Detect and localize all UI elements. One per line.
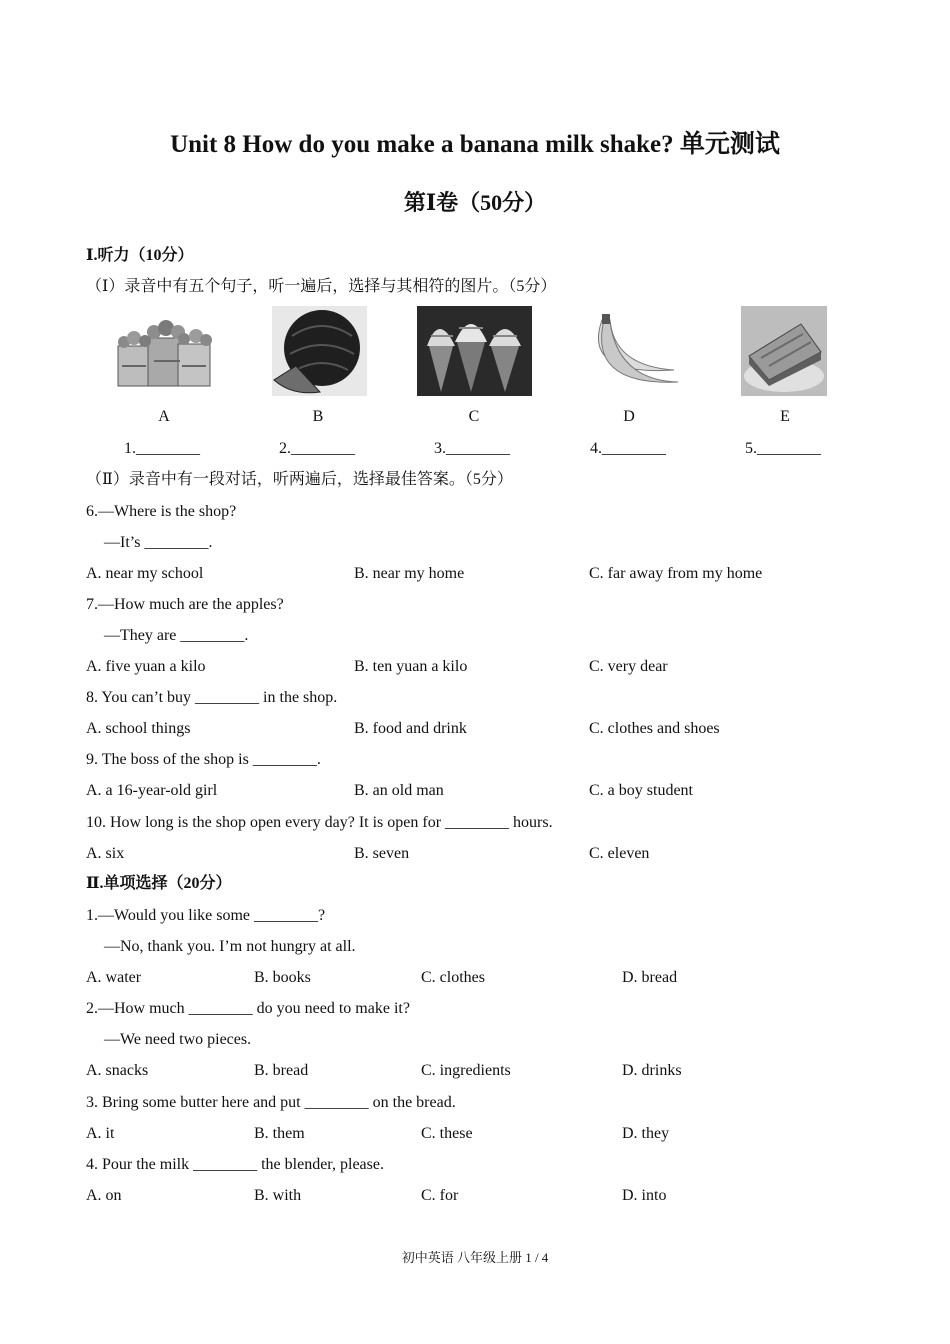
q7-option-b[interactable]: B. ten yuan a kilo [354, 658, 468, 675]
question-9: 9. The boss of the shop is ________. [86, 751, 321, 768]
question-6: 6.—Where is the shop? [86, 503, 237, 520]
mc3-option-d[interactable]: D. they [622, 1125, 670, 1142]
mc-question-2-response: —We need two pieces. [104, 1031, 252, 1048]
picture-label-c: C [468, 408, 480, 425]
q10-option-a[interactable]: A. six [86, 845, 125, 862]
mc3-option-b[interactable]: B. them [254, 1125, 305, 1142]
question-7-response: —They are ________. [104, 627, 249, 644]
mc-question-4: 4. Pour the milk ________ the blender, please. [86, 1156, 384, 1173]
mc2-option-a[interactable]: A. snacks [86, 1062, 149, 1079]
q7-option-a[interactable]: A. five yuan a kilo [86, 658, 206, 675]
answer-blank-4[interactable]: 4.________ [590, 440, 666, 457]
answer-blank-3[interactable]: 3.________ [434, 440, 510, 457]
q9-option-c[interactable]: C. a boy student [589, 782, 693, 799]
mc4-option-d[interactable]: D. into [622, 1187, 667, 1204]
q8-option-c[interactable]: C. clothes and shoes [589, 720, 720, 737]
mc1-option-d[interactable]: D. bread [622, 969, 678, 986]
page-title: Unit 8 How do you make a banana milk shake? 单元测试 [170, 131, 780, 158]
picture-label-a: A [158, 408, 170, 425]
answer-blank-2[interactable]: 2.________ [279, 440, 355, 457]
picture-label-b: B [312, 408, 324, 425]
picture-banana [574, 306, 684, 396]
q6-option-b[interactable]: B. near my home [354, 565, 465, 582]
mc1-option-b[interactable]: B. books [254, 969, 311, 986]
mc4-option-a[interactable]: A. on [86, 1187, 122, 1204]
picture-popcorn [112, 306, 216, 396]
mc4-option-b[interactable]: B. with [254, 1187, 302, 1204]
answer-blank-5[interactable]: 5.________ [745, 440, 821, 457]
question-10: 10. How long is the shop open every day? It is open for ________ hours. [86, 814, 553, 831]
question-8: 8. You can’t buy ________ in the shop. [86, 689, 338, 706]
mc4-option-c[interactable]: C. for [421, 1187, 459, 1204]
section-multiple-choice-heading: Ⅱ.单项选择（20分） [86, 875, 232, 892]
picture-label-e: E [780, 408, 790, 425]
picture-sandwich [741, 306, 827, 396]
mc3-option-a[interactable]: A. it [86, 1125, 115, 1142]
q9-option-a[interactable]: A. a 16-year-old girl [86, 782, 218, 799]
q8-option-b[interactable]: B. food and drink [354, 720, 467, 737]
mc2-option-c[interactable]: C. ingredients [421, 1062, 511, 1079]
mc-question-1: 1.—Would you like some ________? [86, 907, 326, 924]
picture-ice-cream [417, 306, 532, 396]
mc3-option-c[interactable]: C. these [421, 1125, 473, 1142]
question-6-response: —It’s ________. [104, 534, 213, 551]
q7-option-c[interactable]: C. very dear [589, 658, 668, 675]
mc2-option-d[interactable]: D. drinks [622, 1062, 682, 1079]
mc1-option-c[interactable]: C. clothes [421, 969, 485, 986]
section-listening-heading: Ⅰ.听力（10分） [86, 247, 194, 264]
q8-option-a[interactable]: A. school things [86, 720, 191, 737]
mc-question-2: 2.—How much ________ do you need to make it? [86, 1000, 410, 1017]
listening-part1-instruction: （Ⅰ）录音中有五个句子，听一遍后，选择与其相符的图片。（5分） [86, 278, 557, 295]
volume-heading: 第Ⅰ卷（50分） [403, 190, 547, 215]
page-footer: 初中英语 八年级上册 1 / 4 [401, 1250, 549, 1265]
mc-question-3: 3. Bring some butter here and put ________ on the bread. [86, 1094, 456, 1111]
q9-option-b[interactable]: B. an old man [354, 782, 444, 799]
q6-option-a[interactable]: A. near my school [86, 565, 204, 582]
answer-blank-1[interactable]: 1.________ [124, 440, 200, 457]
mc1-option-a[interactable]: A. water [86, 969, 142, 986]
listening-part2-instruction: （Ⅱ）录音中有一段对话，听两遍后，选择最佳答案。（5分） [86, 471, 513, 488]
q10-option-c[interactable]: C. eleven [589, 845, 650, 862]
mc-question-1-response: —No, thank you. I’m not hungry at all. [104, 938, 356, 955]
question-7: 7.—How much are the apples? [86, 596, 284, 613]
q6-option-c[interactable]: C. far away from my home [589, 565, 763, 582]
q10-option-b[interactable]: B. seven [354, 845, 410, 862]
mc2-option-b[interactable]: B. bread [254, 1062, 309, 1079]
picture-label-d: D [623, 408, 635, 425]
picture-watermelon [272, 306, 367, 396]
